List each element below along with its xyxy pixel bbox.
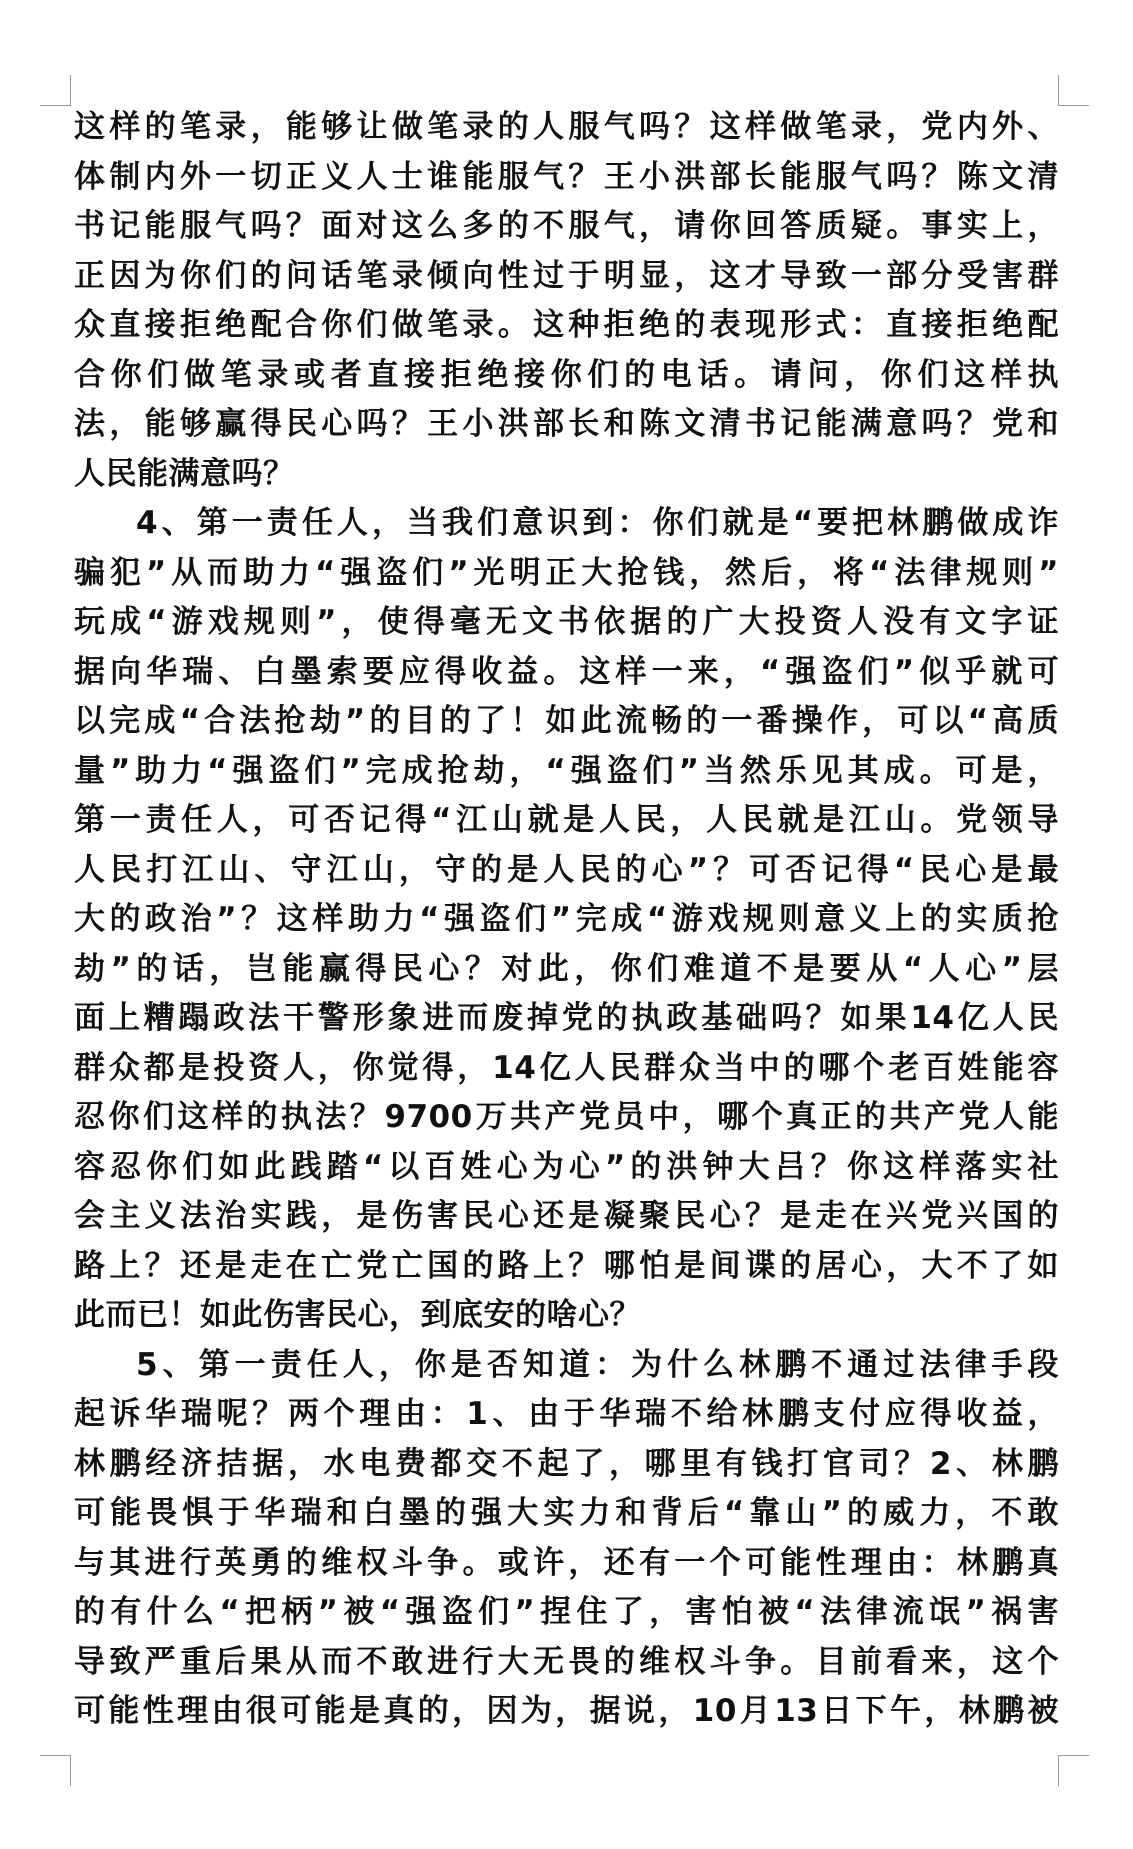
text-line: 法，能够赢得民心吗？王小洪部长和陈文清书记能满意吗？党和 (74, 406, 1059, 442)
text-line: 这样的笔录，能够让做笔录的人服气吗？这样做笔录，党内外、 (74, 109, 1059, 145)
text-line: 大的政治”？这样助力“强盗们”完成“游戏规则意义上的实质抢 (74, 901, 1059, 937)
page-corner-mark-bottom-left (40, 1755, 71, 1786)
text-line: 众直接拒绝配合你们做笔录。这种拒绝的表现形式：直接拒绝配 (74, 307, 1059, 343)
text-line: 林鹏经济拮据，水电费都交不起了，哪里有钱打官司？2、林鹏 (74, 1445, 1059, 1482)
page-corner-mark-bottom-right (1058, 1755, 1089, 1786)
text-line: 体制内外一切正义人士谁能服气？王小洪部长能服气吗？陈文清 (74, 158, 1059, 195)
text-line: 正因为你们的问话笔录倾向性过于明显，这才导致一部分受害群 (74, 257, 1059, 294)
paragraph-last-line: 此而已！如此伤害民心，到底安的啥心？ (74, 1297, 641, 1333)
text-line: 以完成“合法抢劫”的目的了！如此流畅的一番操作，可以“高质 (74, 703, 1059, 739)
text-line: 骗犯”从而助力“强盗们”光明正大抢钱，然后，将“法律规则” (74, 554, 1059, 591)
text-line: 量”助力“强盗们”完成抢劫，“强盗们”当然乐见其成。可是， (74, 752, 1059, 789)
text-line: 人民打江山、守江山，守的是人民的心”？可否记得“民心是最 (74, 851, 1059, 888)
text-line: 群众都是投资人，你觉得，14亿人民群众当中的哪个老百姓能容 (74, 1049, 1059, 1086)
text-line: 第一责任人，可否记得“江山就是人民，人民就是江山。党领导 (74, 802, 1059, 838)
text-line: 玩成“游戏规则”，使得毫无文书依据的广大投资人没有文字证 (74, 604, 1059, 640)
paragraph-first-line: 5、第一责任人，你是否知道：为什么林鹏不通过法律手段 (136, 1346, 1059, 1383)
text-line: 据向华瑞、白墨索要应得收益。这样一来，“强盗们”似乎就可 (74, 653, 1059, 690)
text-line: 导致严重后果从而不敢进行大无畏的维权斗争。目前看来，这个 (74, 1643, 1059, 1680)
text-line: 合你们做笔录或者直接拒绝接你们的电话。请问，你们这样执 (74, 356, 1059, 393)
document-body (74, 103, 1059, 1737)
page-corner-mark-top-left (40, 75, 71, 106)
text-line: 可能畏惧于华瑞和白墨的强大实力和背后“靠山”的威力，不敢 (74, 1495, 1059, 1531)
text-line: 可能性理由很可能是真的，因为，据说，10月13日下午，林鹏被 (74, 1693, 1059, 1729)
text-line: 会主义法治实践，是伤害民心还是凝聚民心？是走在兴党兴国的 (74, 1198, 1059, 1234)
page-corner-mark-top-right (1058, 75, 1089, 106)
text-line: 忍你们这样的执法？9700万共产党员中，哪个真正的共产党人能 (74, 1099, 1059, 1135)
text-line: 劫”的话，岂能赢得民心？对此，你们难道不是要从“人心”层 (74, 950, 1059, 987)
text-line: 容忍你们如此践踏“以百姓心为心”的洪钟大吕？你这样落实社 (74, 1148, 1059, 1185)
paragraph-first-line: 4、第一责任人，当我们意识到：你们就是“要把林鹏做成诈 (136, 505, 1059, 541)
text-line: 路上？还是走在亡党亡国的路上？哪怕是间谍的居心，大不了如 (74, 1247, 1059, 1284)
text-line: 与其进行英勇的维权斗争。或许，还有一个可能性理由：林鹏真 (74, 1544, 1059, 1581)
text-line: 面上糟蹋政法干警形象进而废掉党的执政基础吗？如果14亿人民 (74, 1000, 1059, 1036)
text-line: 起诉华瑞呢？两个理由：1、由于华瑞不给林鹏支付应得收益， (74, 1396, 1059, 1432)
text-line: 的有什么“把柄”被“强盗们”捏住了，害怕被“法律流氓”祸害 (74, 1594, 1059, 1630)
paragraph-last-line: 人民能满意吗？ (74, 455, 295, 492)
text-line: 书记能服气吗？面对这么多的不服气，请你回答质疑。事实上， (74, 208, 1059, 244)
